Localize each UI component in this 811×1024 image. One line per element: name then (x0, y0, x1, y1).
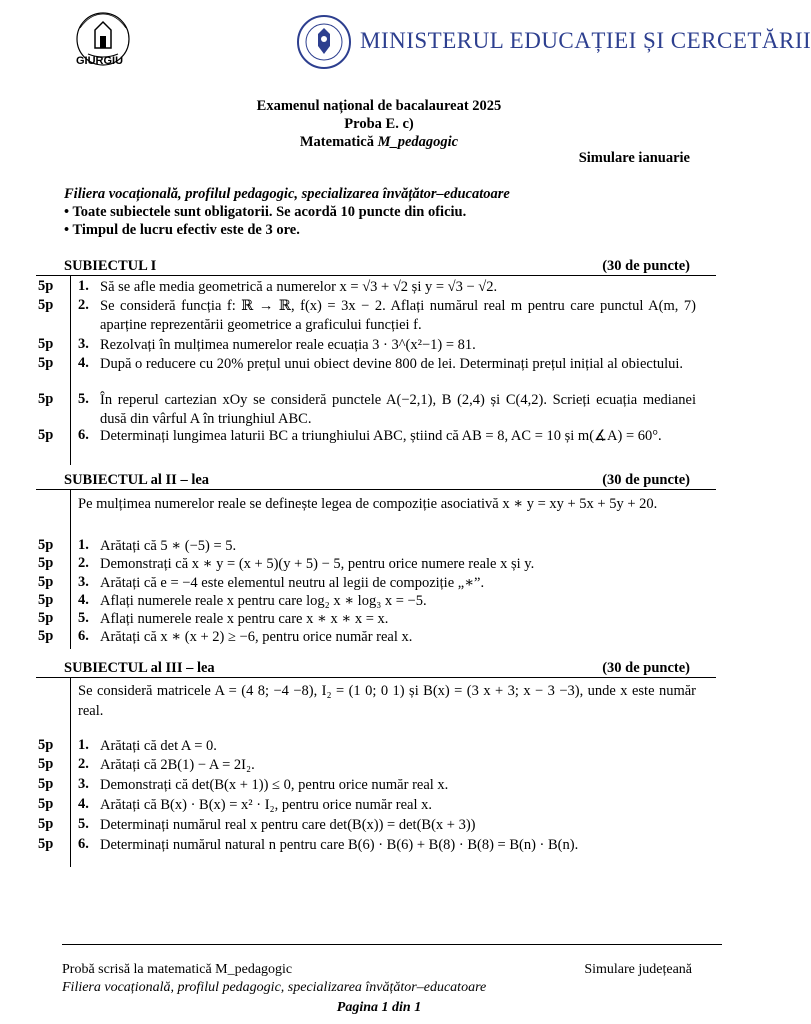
points-3-4: 5p (38, 796, 54, 812)
points-3-3: 5p (38, 776, 54, 792)
points-1-5: 5p (38, 391, 54, 407)
question-text: Demonstrați că det(B(x + 1)) ≤ 0, pentru orice număr real x. (100, 777, 449, 793)
points-1-6: 5p (38, 427, 54, 443)
points-1-3: 5p (38, 336, 54, 352)
exam-title: Examenul național de bacalaureat 2025 (256, 98, 502, 114)
question-text: După o reducere cu 20% prețul unui obiect devine 800 de lei. Determinați prețul inițial al obiectului. (100, 356, 684, 372)
points-2-1: 5p (38, 537, 54, 553)
item-number: 6. (78, 836, 89, 852)
points-3-1: 5p (38, 737, 54, 753)
section-2-intro: Pe mulțimea numerelor reale se definește legea de compoziție asociativă x ∗ y = xy + 5x + 5y + 20. (78, 496, 658, 512)
item-number: 2. (78, 297, 89, 313)
points-1-2: 5p (38, 297, 54, 313)
session-label: Simulare ianuarie (578, 150, 690, 166)
section-1-title: SUBIECTUL I (64, 258, 157, 274)
question-text: Determinați numărul natural n pentru care B(6) · B(6) + B(8) · B(8) = B(n) · B(n). (100, 837, 579, 853)
points-2-6: 5p (38, 628, 54, 644)
footer-rule (62, 944, 722, 945)
item-number: 1. (78, 737, 89, 753)
government-seal (296, 14, 352, 70)
item-number: 4. (78, 355, 89, 371)
item-number: 6. (78, 427, 89, 443)
item-number: 3. (78, 776, 89, 792)
item-number: 5. (78, 391, 89, 407)
item-number: 6. (78, 628, 89, 644)
question-text: În reperul cartezian xOy se consideră punctele A(−2,1), B (2,4) și C(4,2). Scrieți ecuația medianei dusă din vârful A în triunghiul ABC. (100, 392, 696, 427)
proba-title: Proba E. c) (344, 116, 414, 132)
question-text: Demonstrați că x ∗ y = (x + 5)(y + 5) − 5, pentru orice numere reale x și y. (100, 556, 535, 572)
item-number: 5. (78, 816, 89, 832)
ministry-name: MINISTERUL EDUCAȚIEI ȘI CERCETĂRII (360, 28, 811, 53)
points-3-2: 5p (38, 756, 54, 772)
item-number: 1. (78, 278, 89, 294)
rule-2: • Timpul de lucru efectiv este de 3 ore. (64, 222, 300, 238)
points-3-6: 5p (38, 836, 54, 852)
question-text: Arătați că x ∗ (x + 2) ≥ −6, pentru orice număr real x. (100, 629, 413, 645)
section-2-title: SUBIECTUL al II – lea (64, 472, 210, 488)
points-1-4: 5p (38, 355, 54, 371)
question-text: Se consideră funcția f: ℝ → ℝ, f(x) = 3x − 2. Aflați numărul real m pentru care punctul A(m, 7) aparține reprezentării geometrice a graficului funcției f. (100, 298, 696, 333)
section-2-margin (70, 489, 71, 649)
section-2-rule (36, 489, 716, 490)
points-2-2: 5p (38, 555, 54, 571)
question-text: Să se afle media geometrică a numerelor x = √3 + √2 și y = √3 − √2. (100, 279, 498, 295)
section-3-rule (36, 677, 716, 678)
question-text: Aflați numerele reale x pentru care x ∗ x ∗ x = x. (100, 611, 389, 627)
item-number: 2. (78, 555, 89, 571)
filiera-line: Filiera vocațională, profilul pedagogic, specializarea învățător–educatoare (64, 186, 510, 202)
inspectorate-label: GIURGIU (76, 55, 124, 67)
question-text: Arătați că det A = 0. (100, 738, 217, 754)
section-1-points: (30 de puncte) (602, 258, 690, 274)
question-text: Determinați lungimea laturii BC a triunghiului ABC, știind că AB = 8, AC = 10 și m(∡A) = 60°. (100, 428, 662, 444)
points-2-5: 5p (38, 610, 54, 626)
subject-title: Matematică M_pedagogic (299, 134, 459, 150)
footer-exam: Probă scrisă la matematică M_pedagogic (62, 962, 293, 977)
item-number: 3. (78, 336, 89, 352)
question-text: Determinați numărul real x pentru care det(B(x)) = det(B(x + 3)) (100, 817, 476, 833)
footer-session: Simulare județeană (584, 962, 692, 977)
question-text: Arătați că 5 ∗ (−5) = 5. (100, 538, 237, 554)
question-text: Arătați că 2B(1) − A = 2I₂. (100, 757, 255, 773)
item-number: 2. (78, 756, 89, 772)
question-text: Aflați numerele reale x pentru care log₂ x ∗ log₃ x = −5. (100, 593, 427, 609)
section-3-title: SUBIECTUL al III – lea (64, 660, 215, 676)
points-2-3: 5p (38, 574, 54, 590)
page-number: Pagina 1 din 1 (336, 1000, 422, 1015)
points-3-5: 5p (38, 816, 54, 832)
item-number: 1. (78, 537, 89, 553)
section-3-margin (70, 677, 71, 867)
section-1-margin (70, 275, 71, 465)
footer-filiera: Filiera vocațională, profilul pedagogic, specializarea învățător–educatoare (62, 980, 487, 995)
item-number: 4. (78, 796, 89, 812)
question-text: Arătați că e = −4 este elementul neutru al legii de compoziție „∗”. (100, 575, 485, 591)
question-text: Arătați că B(x) · B(x) = x² · I₂, pentru orice număr real x. (100, 797, 433, 813)
section-3-intro: Se consideră matricele A = (4 8; −4 −8), I₂ = (1 0; 0 1) și B(x) = (3 x + 3; x − 3 −3), unde x este număr real. (78, 683, 696, 719)
section-3-points: (30 de puncte) (602, 660, 690, 676)
item-number: 3. (78, 574, 89, 590)
section-1-rule (36, 275, 716, 276)
section-2-points: (30 de puncte) (602, 472, 690, 488)
question-text: Rezolvați în mulțimea numerelor reale ecuația 3 · 3^(x²−1) = 81. (100, 337, 476, 353)
rule-1: • Toate subiectele sunt obligatorii. Se acordă 10 puncte din oficiu. (64, 204, 467, 220)
item-number: 4. (78, 592, 89, 608)
points-2-4: 5p (38, 592, 54, 608)
points-1-1: 5p (38, 278, 54, 294)
item-number: 5. (78, 610, 89, 626)
